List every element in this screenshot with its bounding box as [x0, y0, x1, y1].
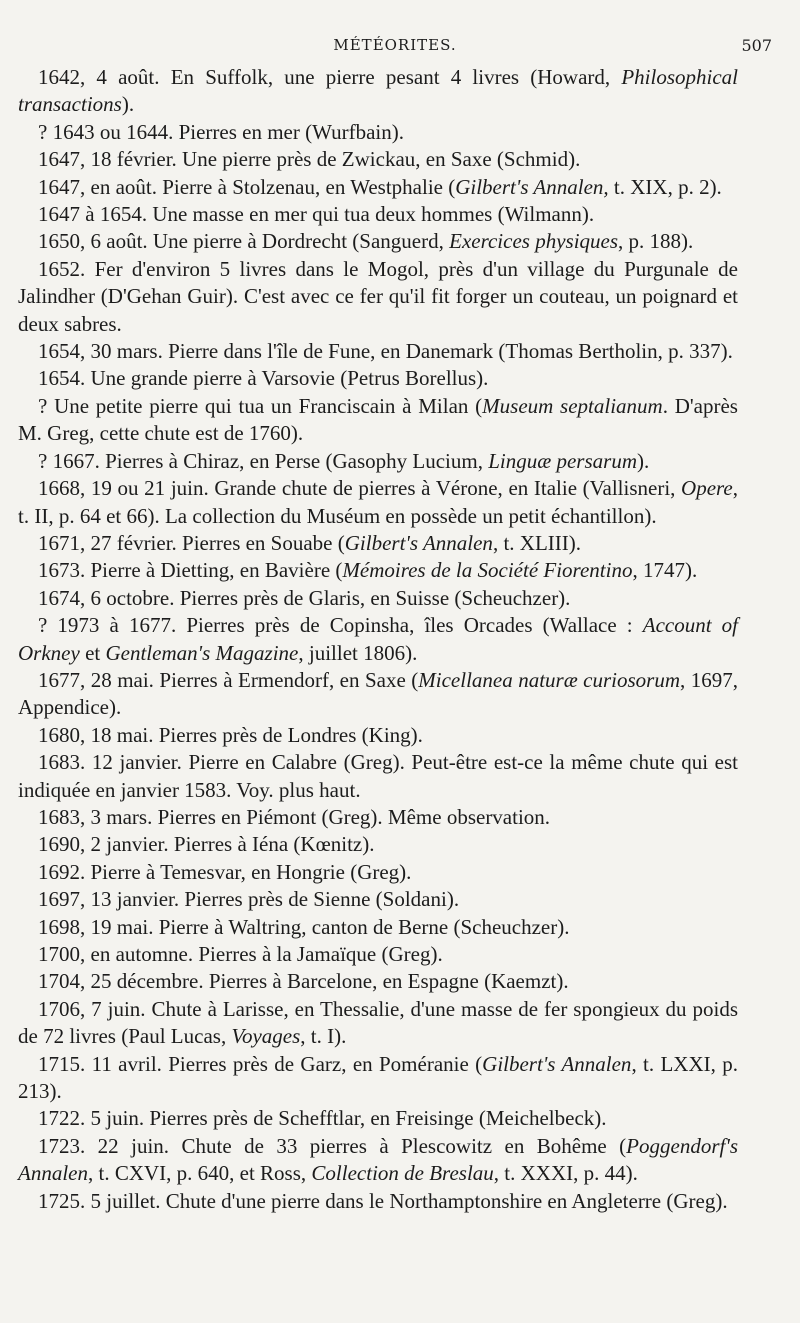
- entry-text: 1692. Pierre à Temesvar, en Hongrie (Greg).: [38, 859, 412, 884]
- entry-text: , p. 188).: [618, 229, 694, 254]
- meteorite-entry: [18, 996, 738, 1051]
- entry-citation-title: Voyages: [231, 1024, 301, 1049]
- entry-text: 1725. 5 juillet. Chute d'une pierre dans le Northamptonshire en Angleterre (Greg).: [38, 1188, 728, 1213]
- entry-text: 1690, 2 janvier. Pierres à Iéna (Kœnitz).: [38, 832, 375, 857]
- meteorite-entry: [18, 1051, 738, 1106]
- entry-citation-title: Gentleman's Magazine: [105, 640, 299, 665]
- entry-citation-title: Collection de Breslau: [311, 1161, 494, 1186]
- meteorite-entry: [18, 859, 738, 886]
- entry-citation-title: Opere: [681, 476, 733, 501]
- entry-citation-title: Exercices physiques: [449, 229, 619, 254]
- entry-text: 1706, 7 juin. Chute à Larisse, en Thessalie, d'une masse de fer spongieux du poids de 72 livres (Paul Lucas,: [18, 996, 738, 1049]
- entry-text: , 1747).: [632, 558, 698, 583]
- meteorite-entry: [18, 393, 738, 448]
- entry-text: 1715. 11 avril. Pierres près de Garz, en Poméranie (: [38, 1051, 483, 1076]
- entry-citation-title: Gilbert's Annalen,: [455, 174, 609, 199]
- entry-text: ? 1973 à 1677. Pierres près de Copinsha, îles Orcades (Wallace :: [38, 613, 643, 638]
- meteorite-entry: [18, 201, 738, 228]
- entry-text: 1654. Une grande pierre à Varsovie (Petrus Borellus).: [38, 366, 489, 391]
- entry-text: 1650, 6 août. Une pierre à Dordrecht (Sanguerd,: [38, 229, 450, 254]
- meteorite-entry: [18, 1188, 738, 1215]
- entry-text: 1680, 18 mai. Pierres près de Londres (King).: [38, 722, 423, 747]
- entry-text: 1671, 27 février. Pierres en Souabe (: [38, 530, 345, 555]
- entry-text: 1674, 6 octobre. Pierres près de Glaris, en Suisse (Scheuchzer).: [38, 585, 571, 610]
- meteorite-entry: [18, 831, 738, 858]
- meteorite-entry: [18, 228, 738, 255]
- entry-text: 1683, 3 mars. Pierres en Piémont (Greg). Même observation.: [38, 804, 551, 829]
- entry-citation-title: Poggendorf's Annalen: [18, 1133, 738, 1186]
- entry-citation-title: Museum septalianum: [482, 393, 663, 418]
- meteorite-entry: [18, 557, 738, 584]
- meteorite-entry: [18, 338, 738, 365]
- meteorite-entry: [18, 886, 738, 913]
- meteorite-entry: [18, 256, 738, 338]
- meteorite-entry: [18, 174, 738, 201]
- entry-text: 1704, 25 décembre. Pierres à Barcelone, en Espagne (Kaemzt).: [38, 969, 569, 994]
- entry-text: 1697, 13 janvier. Pierres près de Sienne (Soldani).: [38, 887, 460, 912]
- page-header: [18, 34, 772, 58]
- entry-text: 1647, en août. Pierre à Stolzenau, en Westphalie (: [38, 174, 456, 199]
- meteorite-entry: [18, 1105, 738, 1132]
- running-title: MÉTÉORITES.: [333, 36, 457, 54]
- entry-text: 1642, 4 août. En Suffolk, une pierre pesant 4 livres (Howard,: [38, 65, 622, 89]
- meteorite-entry: [18, 722, 738, 749]
- entry-text: , t. II, p. 64 et 66). La collection du Muséum en possède un petit échantillon).: [18, 476, 738, 528]
- entry-text: 1673. Pierre à Dietting, en Bavière (: [38, 558, 343, 583]
- entry-text: ? 1643 ou 1644. Pierres en mer (Wurfbain).: [38, 119, 404, 144]
- entry-citation-title: Philosophical transactions: [18, 65, 738, 117]
- entry-text: , 1697, Appendice).: [18, 667, 739, 720]
- entry-text: 1700, en automne. Pierres à la Jamaïque (Greg).: [38, 942, 443, 966]
- entry-text: 1723. 22 juin. Chute de 33 pierres à Plescowitz en Bohême (: [38, 1133, 627, 1158]
- meteorite-entry: [18, 941, 738, 968]
- meteorite-entry: [18, 365, 738, 392]
- entry-text: ).: [121, 92, 135, 117]
- meteorite-entry: [18, 968, 738, 995]
- entry-text: , t. I).: [300, 1024, 347, 1049]
- entry-text: 1677, 28 mai. Pierres à Ermendorf, en Saxe (: [38, 667, 419, 692]
- entry-text: , t. CXVI, p. 640, et Ross,: [87, 1161, 312, 1186]
- meteorite-entry: [18, 667, 738, 722]
- entry-text: 1722. 5 juin. Pierres près de Schefftlar, en Freisinge (Meichelbeck).: [38, 1106, 607, 1131]
- page-number: 507: [741, 36, 772, 55]
- meteorite-entry: [18, 448, 738, 475]
- entry-text: , t. XLIII).: [492, 530, 581, 555]
- entry-text: , t. XXXI, p. 44).: [493, 1161, 638, 1186]
- meteorite-entry: [18, 1133, 738, 1188]
- meteorite-entry: [18, 585, 738, 612]
- entry-text: , t. LXXI, p. 213).: [18, 1051, 738, 1104]
- meteorite-entry: [18, 475, 738, 530]
- entry-text: 1654, 30 mars. Pierre dans l'île de Fune, en Danemark (Thomas Bertholin, p. 337).: [38, 339, 733, 364]
- meteorite-entry: [18, 804, 738, 831]
- meteorite-entry: [18, 914, 738, 941]
- entry-text: , juillet 1806).: [298, 640, 418, 665]
- entry-text: 1683. 12 janvier. Pierre en Calabre (Greg). Peut-être est-ce la même chute qui est indiquée en janvier 1583. Voy. plus haut.: [18, 750, 738, 802]
- meteorite-entry: [18, 146, 738, 173]
- entry-text: 1698, 19 mai. Pierre à Waltring, canton de Berne (Scheuchzer).: [38, 914, 570, 939]
- entry-text: 1647 à 1654. Une masse en mer qui tua deux hommes (Wilmann).: [38, 202, 595, 227]
- entry-citation-title: Account of Orkney: [18, 613, 738, 665]
- meteorite-entry: [18, 64, 738, 119]
- entry-citation-title: Mémoires de la Société Fiorentino: [342, 558, 633, 583]
- entry-text: . D'après M. Greg, cette chute est de 1760).: [18, 393, 738, 446]
- meteorite-entry: [18, 119, 738, 146]
- entry-text: 1647, 18 février. Une pierre près de Zwickau, en Saxe (Schmid).: [38, 147, 581, 172]
- chronology-list: [18, 64, 738, 1215]
- entry-text: 1652. Fer d'environ 5 livres dans le Mogol, près d'un village du Purgunale de Jalindher (D'Gehan Guir). C'est avec ce fer qu'il fit forger un couteau, un poignard et deux sabres.: [18, 256, 738, 336]
- entry-text: ? 1667. Pierres à Chiraz, en Perse (Gasophy Lucium,: [38, 448, 489, 473]
- meteorite-entry: [18, 612, 738, 667]
- meteorite-entry: [18, 749, 738, 804]
- entry-text: ? Une petite pierre qui tua un Franciscain à Milan (: [38, 393, 483, 418]
- entry-citation-title: Gilbert's Annalen: [344, 530, 493, 555]
- entry-citation-title: Micellanea naturæ curiosorum: [418, 667, 681, 692]
- entry-text: t. XIX, p. 2).: [608, 174, 722, 199]
- entry-text: 1668, 19 ou 21 juin. Grande chute de pierres à Vérone, en Italie (Vallisneri,: [38, 476, 682, 501]
- entry-text: et: [79, 640, 106, 665]
- entry-citation-title: Gilbert's Annalen: [482, 1051, 632, 1076]
- meteorite-entry: [18, 530, 738, 557]
- entry-citation-title: Linguæ persarum: [488, 448, 637, 473]
- entry-text: ).: [637, 448, 650, 473]
